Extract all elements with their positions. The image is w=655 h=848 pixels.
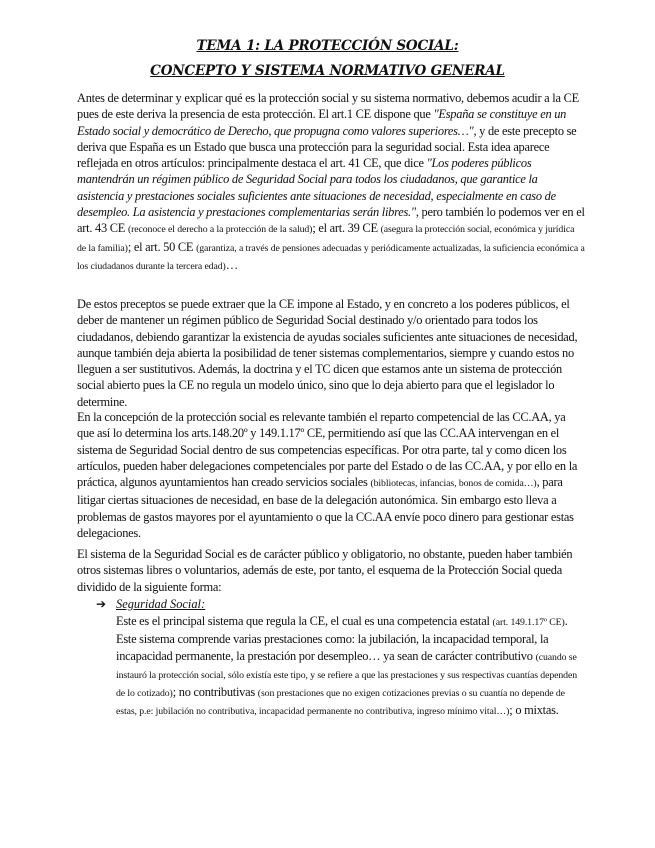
p1-text: ; el art. 50 CE (127, 239, 197, 254)
art1-quote: "España se constituye en un Estado social y democrático de Derecho, que propugna como valores superiores…" (77, 107, 567, 138)
p5-text: . Este sistema comprende varias prestaciones como: la jubilación, la incapacidad temporal, la incapacidad permanente, la prestación por desempleo… ya sean de carácter contributivo (116, 614, 568, 663)
art43-note: (reconoce el derecho a la protección de la salud) (127, 224, 313, 236)
title-line-2: CONCEPTO Y SISTEMA NORMATIVO GENERAL (150, 63, 505, 79)
p5-text: ; no contributivas (172, 685, 258, 700)
servicios-note: (bibliotecas, infancias, bonos de comida…) (370, 478, 537, 490)
art39-note: (asegura la protección social, económica y jurídica de la familia) (77, 224, 575, 254)
p1-text: Antes de determinar y explicar qué es la protección social y su sistema normativo, debemos acudir a la CE pues de este deriva la presencia de esta protección. El art.1 CE dispone que (77, 91, 579, 122)
art149-note: (art. 149.1.17º CE) (492, 617, 565, 628)
p1-text: , pero también lo podemos ver en el art. 43 CE (77, 205, 585, 236)
arrow-bullet-icon: ➔ (96, 597, 107, 611)
p5-text: ; o mixtas. (509, 703, 559, 718)
bullet-heading: Seguridad Social: (116, 597, 206, 611)
paragraph-esquema: El sistema de la Seguridad Social es de carácter público y obligatorio, no obstante, pueden haber también otros sistemas libres o voluntarios, además de este, por tanto, el esquema de la Protección Social queda dividido de la siguiente forma: (77, 547, 573, 594)
paragraph-competencias (77, 409, 585, 541)
no-contributivas-note: (son prestaciones que no exigen cotizaciones previas o su cuantía no depende de estas, p.e: jubilación no contributiva, incapacidad permanente no contributiva, ingreso mínimo vital…) (116, 688, 565, 718)
p5-text: Este es el principal sistema que regula la CE, el cual es una competencia estatal (116, 614, 493, 628)
p1-text: ; el art. 39 CE (312, 221, 381, 236)
p1-text: … (225, 257, 238, 272)
paragraph-preceptos: De estos preceptos se puede extraer que la CE impone al Estado, y en concreto a los poderes públicos, el deber de mantener un régimen público de Seguridad Social destinado y/o orientado para todos los ciudadanos, debiendo garantizar la existencia de ayudas sociales suficientes ante situaciones de necesidad, aunque también deja abierta la posibilidad de tener sistemas complementarios, siempre y cuando estos no lleguen a ser sustitutivos. Además, la doctrina y el TC dicen que estamos ante un sistema de protección social abierto pues la CE no regula un modelo único, sino que lo deja abierto para que el legislador lo determine. (77, 297, 578, 409)
title-line-1: TEMA 1: LA PROTECCIÓN SOCIAL: (196, 38, 459, 54)
p3-text: En la concepción de la protección social es relevante también el reparto competencial de las CC.AA, ya que así lo determina los arts.148.20º y 149.1.17º CE, permitiendo así que las CC.AA intervengan en el sistema de Seguridad Social dentro de sus competencias específicas. Por otra parte, tal y como dicen los artículos, pueden haber delegaciones competenciales por parte del Estado o de las CC.AA, y por ello en la práctica, algunos ayuntamientos han creado servicios sociales (77, 410, 578, 490)
contributivo-note: (cuando se instauró la protección social, sólo existía este tipo, y se refiere a que las prestaciones y sus respectivas cuantías dependen de lo cotizado) (116, 651, 578, 700)
p3-text: , para litigar ciertas situaciones de necesidad, en base de la delegación autonómica. Sin embargo esto lleva a problemas de gastos mayores por el ayuntamiento o que la CC.AA envíe poco dinero para gestionar estas delegaciones. (77, 475, 574, 541)
paragraph-seguridad-social (116, 613, 586, 721)
art41-quote: "Los poderes públicos mantendrán un régimen público de Seguridad Social para todos los ciudadanos, que garantice la asistencia y prestaciones sociales suficientes ante situaciones de necesidad, especialmente en caso de desempleo. La asistencia y prestaciones complementarias serán libres." (77, 156, 556, 220)
p1-text: , y de este precepto se deriva que España es un Estado que busca una protección para la seguridad social. Esta idea aparece reflejada en otros artículos: principalmente destaca el art. 41 CE, que dice (77, 123, 577, 171)
art50-note: (garantiza, a través de pensiones adecuadas y periódicamente actualizadas, la suficiencia económica a los ciudadanos durante la tercera edad) (77, 242, 585, 272)
paragraph-intro (77, 90, 585, 275)
